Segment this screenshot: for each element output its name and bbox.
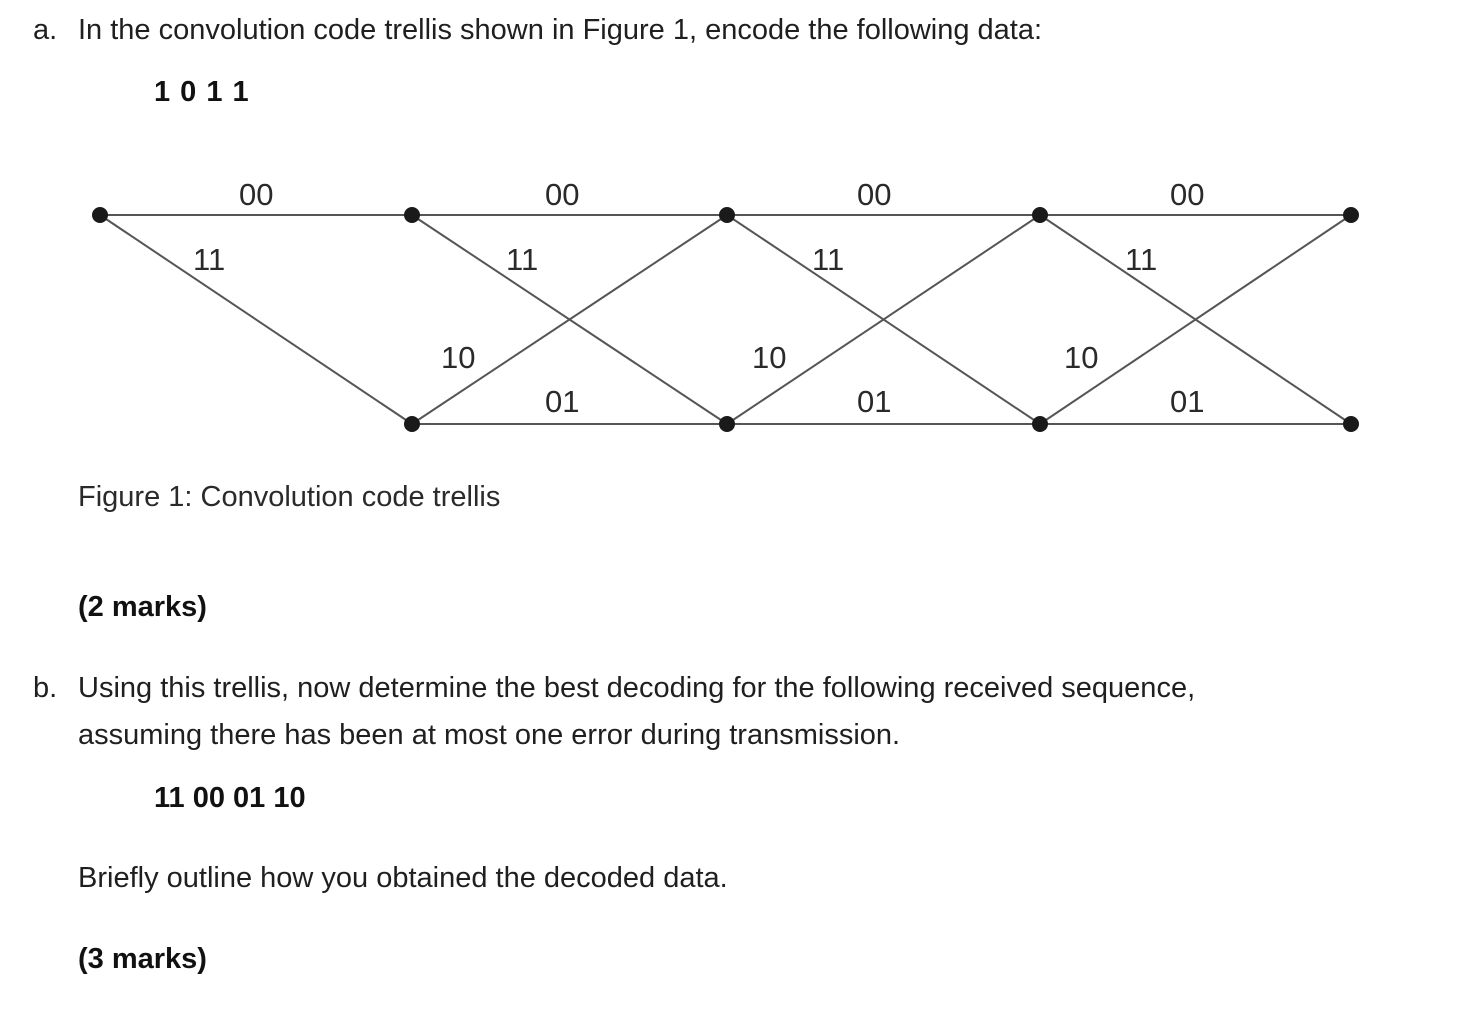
question-b-instruction: Briefly outline how you obtained the decoded data. [78,862,728,894]
edge-label-11: 11 [506,242,539,277]
edge-label-10: 10 [441,340,476,375]
question-b-marks: (3 marks) [78,943,207,975]
edge-label-11: 11 [1125,242,1158,277]
question-b-marker: b. [33,672,58,704]
figure-caption: Figure 1: Convolution code trellis [78,481,501,513]
edge-label-00: 00 [239,177,274,212]
edge-label-11: 11 [812,242,845,277]
edge-label-00: 00 [545,177,580,212]
question-b-sequence: 11 00 01 10 [154,782,306,814]
trellis-node [404,416,420,432]
edge-label-10: 10 [752,340,787,375]
edge-label-00: 00 [1170,177,1205,212]
trellis-node [1032,416,1048,432]
question-a-text: In the convolution code trellis shown in Figure 1, encode the following data: [78,14,1043,46]
trellis-diagram [0,0,1463,470]
question-b-text-line1: Using this trellis, now determine the best decoding for the following received sequence, [78,672,1196,704]
question-a-data: 1 0 1 1 [154,76,250,108]
question-a-marks: (2 marks) [78,591,207,623]
trellis-node [719,207,735,223]
question-a-marker: a. [33,14,58,46]
edge-label-01: 01 [545,384,580,419]
trellis-edge-11-1 [100,215,412,424]
trellis-node [1343,416,1359,432]
edge-label-11: 11 [193,242,226,277]
edge-label-10: 10 [1064,340,1099,375]
edge-label-01: 01 [857,384,892,419]
trellis-node [1343,207,1359,223]
question-b-text-line2: assuming there has been at most one error during transmission. [78,719,901,751]
trellis-node [1032,207,1048,223]
trellis-node [719,416,735,432]
trellis-node [92,207,108,223]
edge-label-00: 00 [857,177,892,212]
trellis-node [404,207,420,223]
edge-label-01: 01 [1170,384,1205,419]
